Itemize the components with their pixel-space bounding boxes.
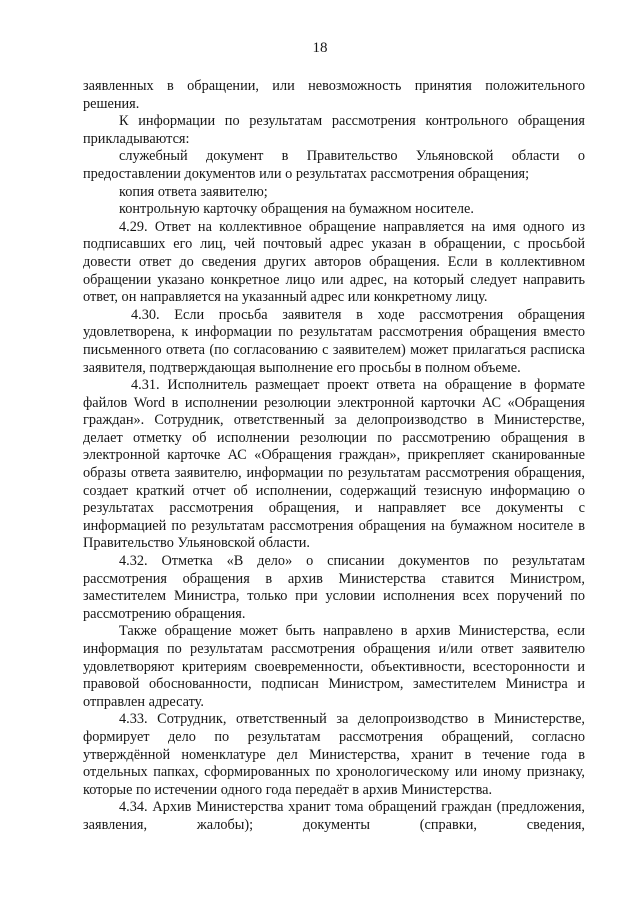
document-body (83, 78, 585, 835)
paragraph: 4.30. Если просьба заявителя в ходе рассмотрения обращения удовлетворена, к информации по результатам рассмотрения обращения вместо письменного ответа (по согласованию с заявителем) может прилагаться расписка заявителя, подтверждающая выполнение его просьбы в полном объеме. (83, 306, 585, 376)
paragraph: 4.34. Архив Министерства хранит тома обращений граждан (предложения, заявления, жалобы); документы (справки, сведения, (83, 799, 585, 833)
paragraph: служебный документ в Правительство Ульяновской области о предоставлении документов или о результатах рассмотрения обращения; (83, 148, 585, 182)
paragraph: контрольную карточку обращения на бумажном носителе. (119, 201, 474, 218)
paragraph: 4.31. Исполнитель размещает проект ответа на обращение в формате файлов Word в исполнении резолюции электронной карточки АС «Обращения граждан». Сотрудник, ответственный за делопроизводство в Министерстве, делает отметку об исполнении резолюции по рассмотрению обращения в электронной карточке АС «Обращения граждан», прикрепляет сканированные образы ответа заявителю, информации по результатам рассмотрения обращения, создает краткий отчет об исполнении, содержащий тезисную информацию о результатах рассмотрения обращения, и направляет все документы с информацией по результатам рассмотрения обращения на бумажном носителе в Правительство Ульяновской области. (83, 377, 585, 552)
paragraph: К информации по результатам рассмотрения контрольного обращения прикладываются: (83, 113, 585, 147)
paragraph: заявленных в обращении, или невозможность принятия положительного решения. (83, 78, 585, 112)
paragraph: копия ответа заявителю; (119, 183, 268, 200)
paragraph: 4.29. Ответ на коллективное обращение направляется на имя одного из подписавших его лиц, чей почтовый адрес указан в обращении, с просьбой довести ответ до сведения других авторов обращения. Если в коллективном обращении указано конкретное лицо или адрес, на который следует направить ответ, он направляется на указанный адрес или конкретному лицу. (83, 218, 585, 306)
paragraph: Также обращение может быть направлено в архив Министерства, если информация по результатам рассмотрения обращения и/или ответ заявителю удовлетворяют критериям своевременности, объективности, всесторонности и правовой обоснованности, подписан Министром, заместителем Министра и отправлен адресату. (83, 623, 585, 710)
paragraph: 4.33. Сотрудник, ответственный за делопроизводство в Министерстве, формирует дело по результатам рассмотрения обращений, согласно утверждённой номенклатуре дел Министерства, хранит в течение года в отдельных папках, сформированных по хронологическому или иному признаку, которые по истечении одного года передаёт в архив Министерства. (83, 711, 585, 798)
paragraph: 4.32. Отметка «В дело» о списании документов по результатам рассмотрения обращения в архив Министерства ставится Министром, заместителем Министра, только при условии исполнения всех поручений по рассмотрению обращения. (83, 553, 585, 622)
page-number: 18 (312, 40, 328, 56)
